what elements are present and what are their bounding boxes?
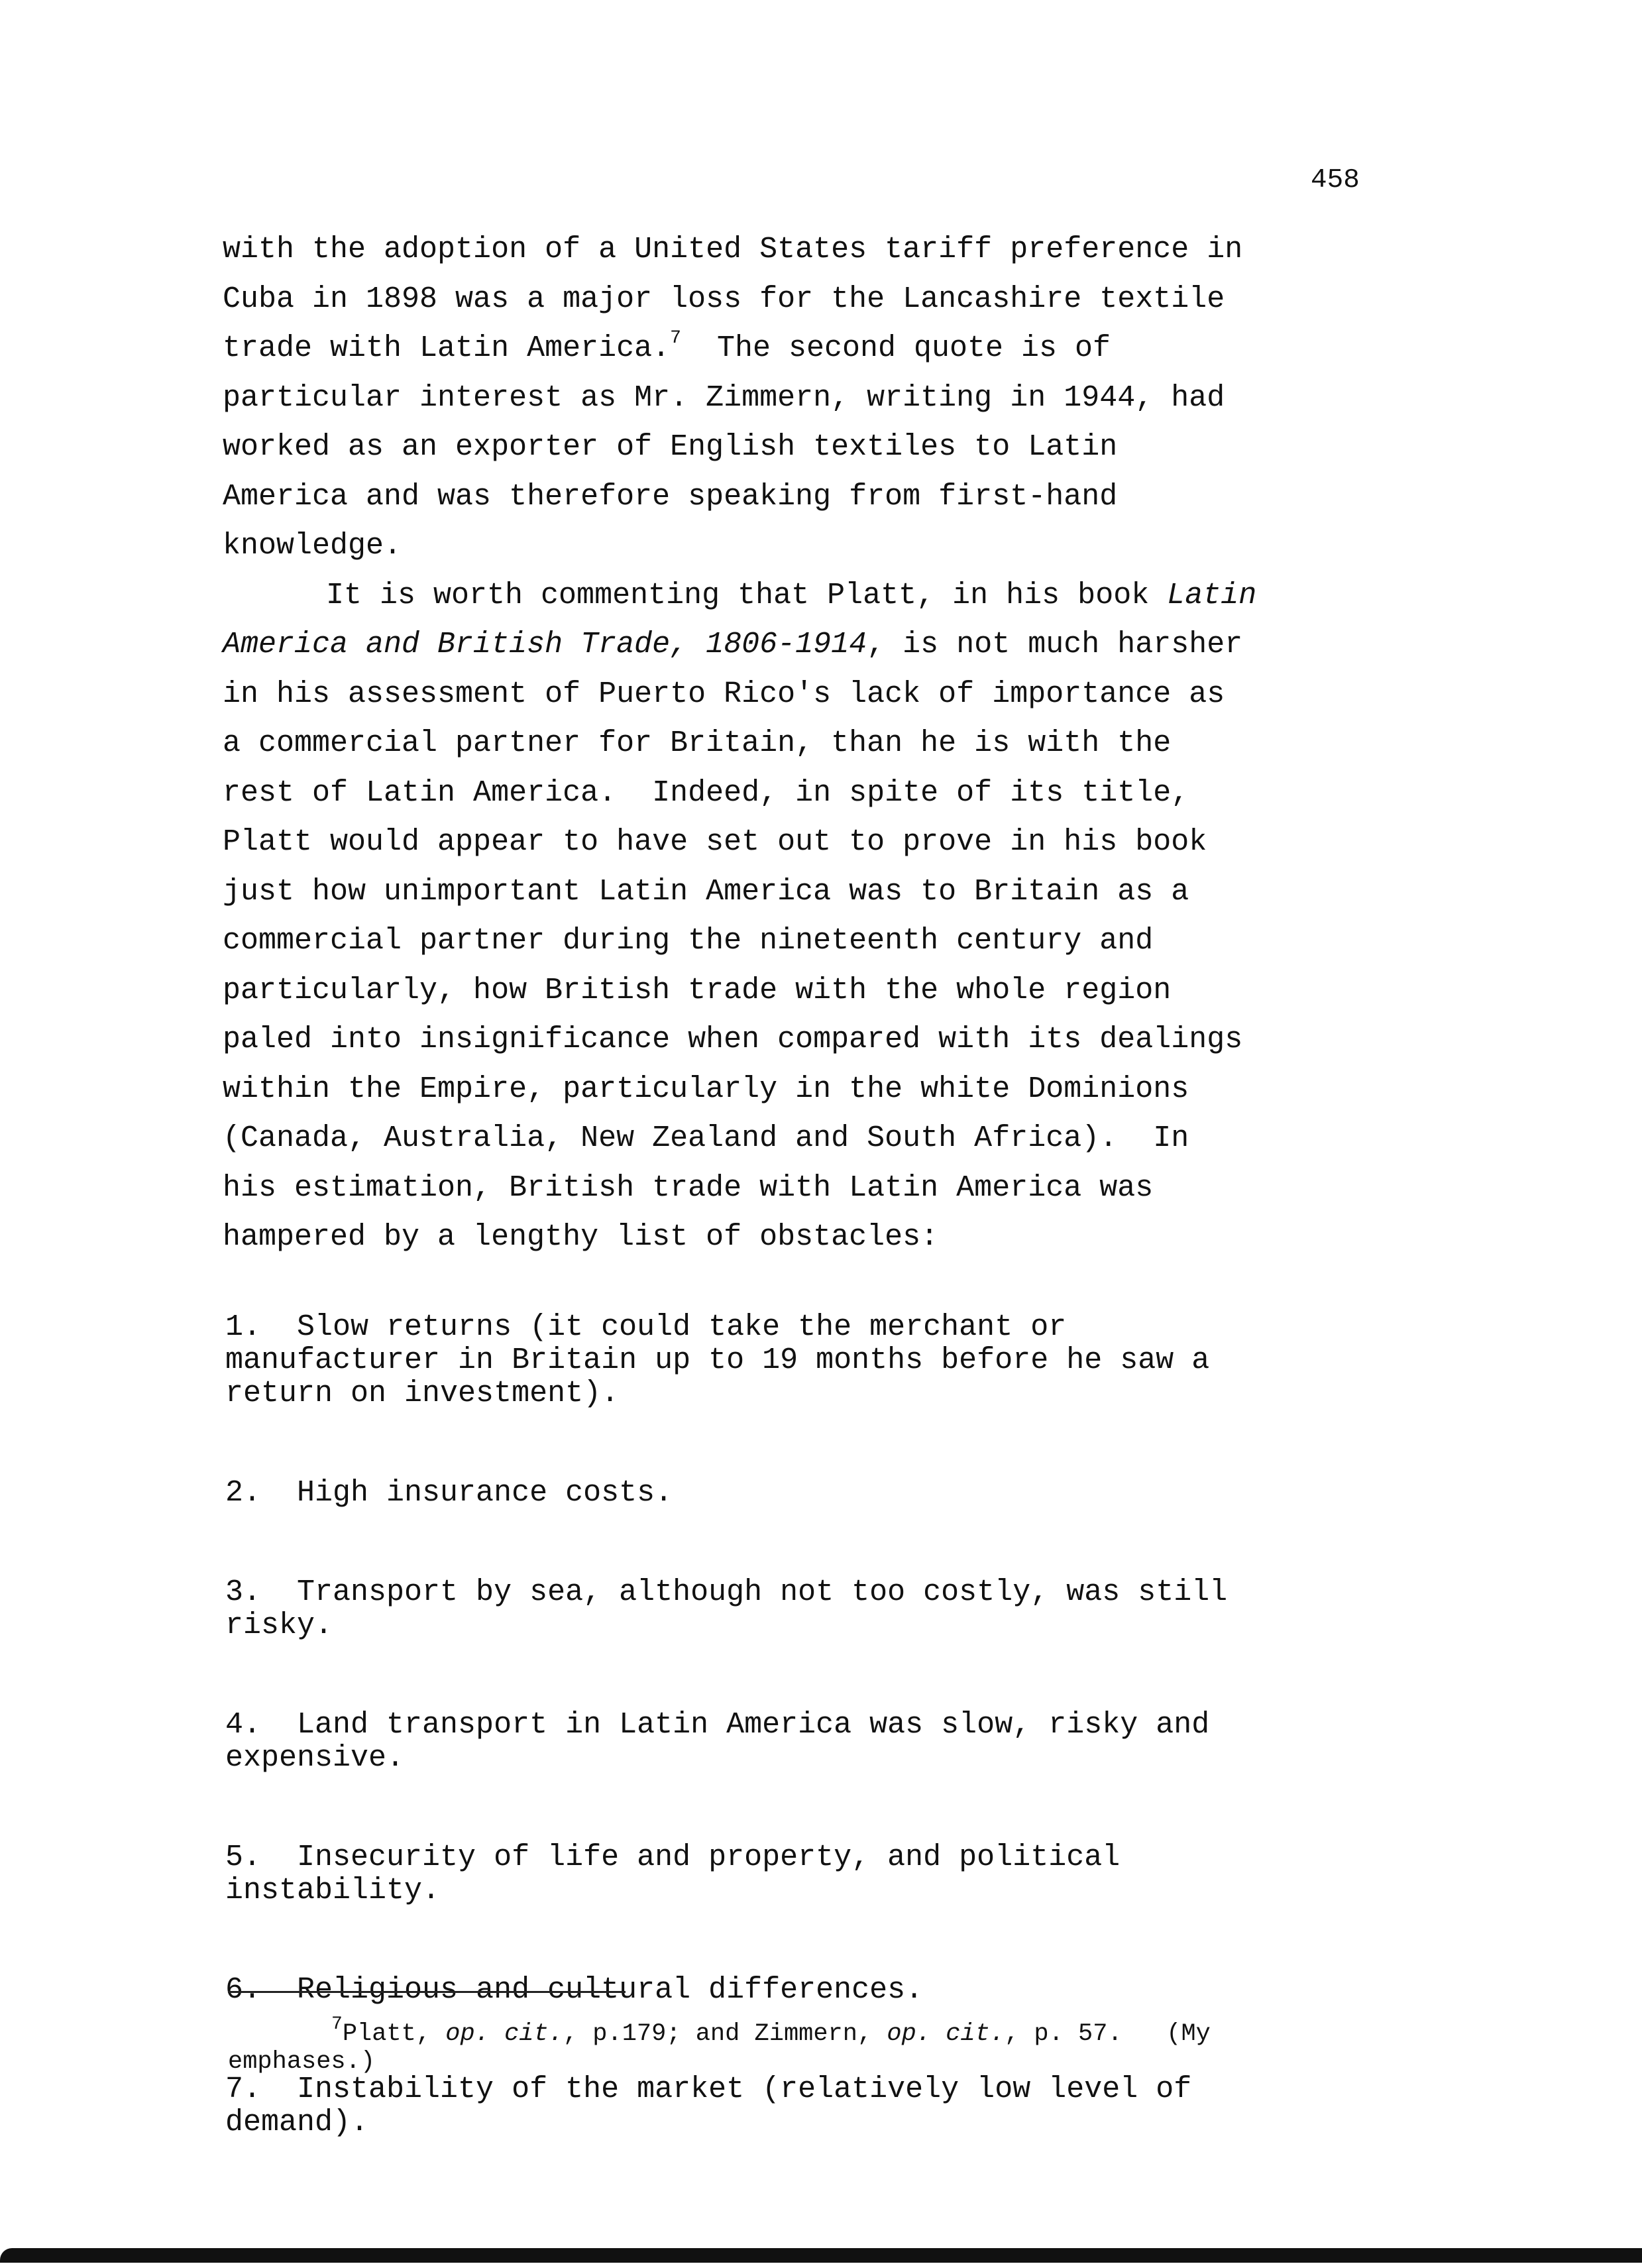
text-line: worked as an exporter of English textiles to Latin [223, 430, 1118, 464]
text-line [223, 571, 1366, 621]
text-line: within the Empire, particularly in the white Dominions [223, 1072, 1189, 1106]
footnote-line: emphases.) [228, 2048, 376, 2076]
body-text [223, 225, 1366, 1263]
text-line: just how unimportant Latin America was to Britain as a [223, 874, 1189, 909]
text-line: rest of Latin America. Indeed, in spite of its title, [223, 775, 1189, 810]
text-segment: , p.179; and Zimmern, [563, 2020, 887, 2048]
footnote-divider [228, 1991, 626, 1993]
text-line: with the adoption of a United States tariff preference in [223, 233, 1243, 266]
list-item: 1. Slow returns (it could take the merchant or manufacturer in Britain up to 19 months before he saw a return on investment). [225, 1310, 1210, 1410]
paragraph-1 [223, 225, 1366, 571]
text-line: paled into insignificance when compared with its dealings [223, 1023, 1243, 1056]
text-line: in his assessment of Puerto Rico's lack of importance as [223, 677, 1225, 711]
text-line [223, 620, 1366, 670]
text-line: knowledge. [223, 529, 402, 563]
text-segment: It is worth commenting that Platt, in his book [326, 578, 1168, 612]
book-title: Latin [1167, 578, 1257, 612]
list-item: 3. Transport by sea, although not too costly, was still risky. [225, 1575, 1228, 1642]
list-item: 2. High insurance costs. [225, 1476, 673, 1510]
book-title: America and British Trade, 1806-1914 [223, 628, 867, 661]
text-line: (Canada, Australia, New Zealand and South Africa). In [223, 1121, 1189, 1155]
text-segment: Platt, [342, 2020, 446, 2048]
page-number: 458 [1311, 165, 1360, 196]
text-segment: The second quote is of [681, 331, 1111, 365]
text-line: Cuba in 1898 was a major loss for the Lancashire textile [223, 282, 1225, 316]
footnote-line [228, 2013, 1381, 2048]
text-line: Platt would appear to have set out to prove in his book [223, 825, 1207, 859]
list-item: 6. Religious and cultural differences. [225, 1973, 924, 2007]
list-item: 5. Insecurity of life and property, and political instability. [225, 1841, 1121, 1907]
text-line: commercial partner during the nineteenth century and [223, 924, 1154, 958]
text-segment: , p. 57. (My [1005, 2020, 1211, 2048]
text-segment: , is not much harsher [867, 628, 1243, 661]
text-line: particular interest as Mr. Zimmern, writing in 1944, had [223, 380, 1225, 415]
footnote-reference: 7 [670, 328, 681, 349]
text-line: hampered by a lengthy list of obstacles: [223, 1220, 939, 1254]
scan-edge-bar [0, 2248, 1642, 2263]
citation-abbrev: op. cit. [887, 2020, 1005, 2048]
paragraph-2 [223, 571, 1366, 1263]
text-segment: trade with Latin America. [223, 331, 671, 365]
citation-abbrev: op. cit. [445, 2020, 563, 2048]
text-line: a commercial partner for Britain, than he is with the [223, 726, 1172, 760]
text-line: his estimation, British trade with Latin America was [223, 1170, 1154, 1205]
text-line: America and was therefore speaking from first-hand [223, 479, 1118, 514]
text-line: particularly, how British trade with the whole region [223, 973, 1172, 1007]
footnote-marker: 7 [331, 2013, 343, 2035]
list-item: 4. Land transport in Latin America was slow, risky and expensive. [225, 1708, 1210, 1775]
list-item: 7. Instability of the market (relatively low level of demand). [225, 2072, 1192, 2139]
footnote [228, 2013, 1381, 2076]
text-line [223, 324, 1366, 374]
